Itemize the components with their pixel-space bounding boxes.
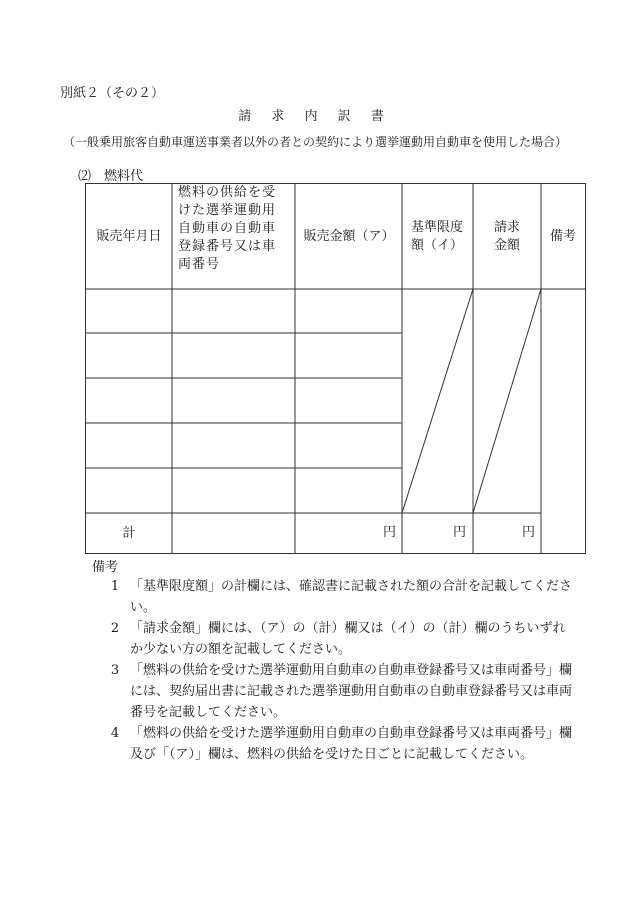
note-item (108, 576, 578, 618)
header-remarks-label: 備考 (549, 228, 576, 244)
header-claim-amount (473, 184, 541, 289)
note-text: 「請求金額」欄には、（ア）の（計）欄又は（イ）の（計）欄のうちいずれか少ない方の額を記載してください。 (130, 621, 566, 657)
limit-diagonal (402, 289, 473, 513)
header-sales-amount (296, 184, 402, 289)
total-claim-unit: 円 (521, 525, 535, 540)
document-subtitle: （一般乗用旅客自動車運送事業者以外の者との契約により選挙運動用自動車を使用した場合） (62, 135, 567, 149)
note-number: 1 (110, 579, 120, 594)
note-text: 「基準限度額」の計欄には、確認書に記載された額の合計を記載してください。 (130, 579, 573, 615)
header-vehicle-number (178, 184, 296, 289)
note-item (108, 660, 578, 723)
header-vehicle-number-line: 自動車の自動車 (178, 221, 277, 236)
claim-diagonal (473, 289, 541, 513)
header-vehicle-number-line: けた選挙運動用 (178, 203, 277, 218)
notes-heading: 備考 (92, 560, 119, 575)
header-base-limit-line: 額（イ） (410, 237, 463, 253)
total-label: 計 (122, 526, 136, 541)
document-title: 請 求 内 訳 書 (238, 109, 392, 124)
total-amount-unit: 円 (382, 525, 396, 540)
total-limit-unit: 円 (452, 525, 466, 540)
header-claim-amount-line: 金額 (493, 237, 520, 253)
section-heading: ⑵ 燃料代 (78, 169, 144, 184)
note-item (108, 723, 578, 765)
header-vehicle-number-line: 燃料の供給を受 (178, 185, 277, 200)
note-item (108, 618, 578, 660)
header-sale-date-label: 販売年月日 (96, 228, 162, 244)
note-number: 3 (110, 663, 120, 678)
header-vehicle-number-line: 登録番号又は車 (178, 239, 277, 254)
header-vehicle-number-line: 両番号 (178, 257, 221, 272)
note-text: 「燃料の供給を受けた選挙運動用自動車の自動車登録番号又は車両番号」欄及び「（ア）」欄は、燃料の供給を受けた日ごとに記載してください。 (130, 726, 573, 762)
header-base-limit (402, 184, 472, 289)
header-sales-amount-label: 販売金額（ア） (303, 228, 395, 244)
header-remarks (541, 184, 585, 289)
header-claim-amount-line: 請求 (493, 219, 520, 235)
total-row-label (86, 514, 172, 554)
note-number: 2 (110, 621, 120, 636)
note-number: 4 (110, 726, 120, 741)
header-base-limit-line: 基準限度 (410, 219, 463, 235)
annex-label: 別紙２（その２） (60, 86, 165, 101)
header-sale-date (86, 184, 172, 289)
note-text: 「燃料の供給を受けた選挙運動用自動車の自動車登録番号又は車両番号」欄には、契約届出書に記載された選挙運動用自動車の自動車登録番号又は車両番号を記載してください。 (130, 663, 573, 720)
